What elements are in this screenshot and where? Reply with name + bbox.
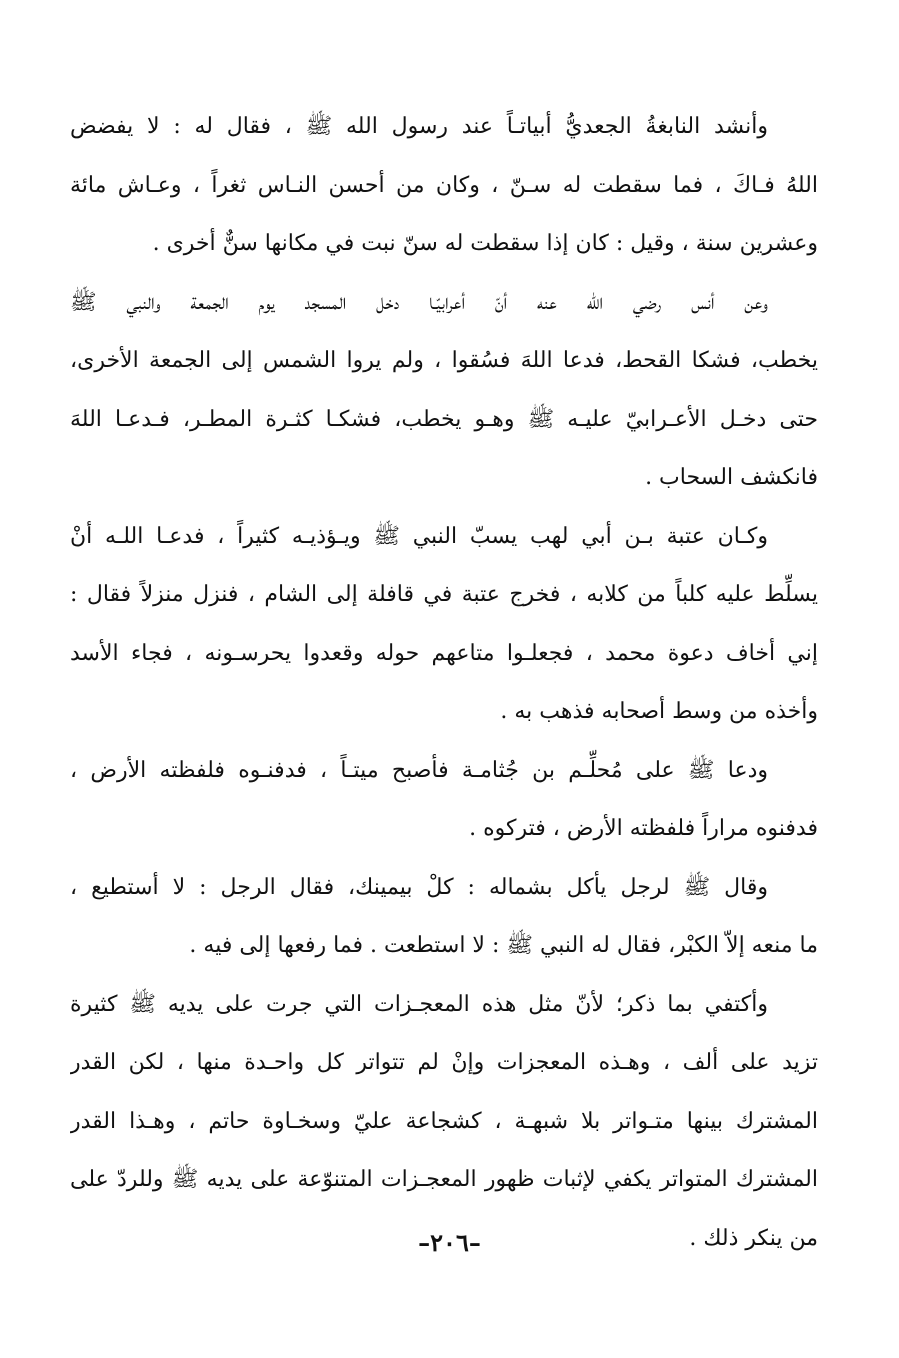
text-line: إني أخاف دعوة محمد ، فجعلـوا متاعهم حوله وقعدوا يحرسـونه ، فجاء الأسد — [70, 640, 818, 666]
text-line: تزيد على ألف ، وهـذه المعجزات وإنْ لم تتواتر كل واحـدة منها ، لكن القدر — [70, 1050, 818, 1075]
text-line: المشترك بينها متـواتر بلا شبهـة ، كشجاعة عليّ وسخـاوة حاتم ، وهـذا القدر — [70, 1108, 818, 1134]
text-line: وأنشد النابغةُ الجعديُّ أبياتـاً عند رسول الله ﷺ ، فقال له : لا يفضض — [70, 114, 768, 139]
text-line: وأخذه من وسط أصحابه فذهب به . — [500, 699, 818, 724]
text-line: يسلِّط عليه كلباً من كلابه ، فخرج عتبة في قافلة إلى الشام ، فنزل منزلاً فقال : — [70, 582, 818, 607]
paragraph-muhallim — [70, 742, 818, 859]
paragraph-nabigha — [70, 98, 818, 274]
text-line: يخطب، فشكا القحط، فدعا اللهَ فسُقوا ، ولم يروا الشمس إلى الجمعة الأخرى، — [70, 348, 818, 373]
page-number: –٢٠٦– — [418, 1228, 481, 1257]
text-line: اللهُ فـاكَ ، فما سقطت له سـنّ ، وكان من أحسن النـاس ثغراً ، وعـاش مائة — [70, 172, 818, 198]
text-line: وعن أنس رضي الله عنه أنّ أعرابيّـا دخل المسجد يوم الجمعة والنبي ﷺ — [70, 289, 768, 315]
paragraph-utba — [70, 508, 818, 742]
text-line: وقال ﷺ لرجل يأكل بشماله : كلْ بيمينك، فقال الرجل : لا أستطيع ، — [70, 874, 768, 900]
text-line: فانكشف السحاب . — [645, 465, 818, 490]
text-line: وعشرين سنة ، وقيل : كان إذا سقطت له سنّ نبت في مكانها سنٌّ أخرى . — [152, 231, 818, 256]
paragraph-conclusion — [70, 976, 818, 1269]
text-line: المشترك المتواتر يكفي لإثبات ظهور المعجـزات المتنوّعة على يديه ﷺ وللردّ على — [70, 1167, 818, 1192]
paragraph-right-hand — [70, 859, 818, 976]
text-line: فدفنوه مراراً فلفظته الأرض ، فتركوه . — [469, 816, 818, 841]
text-line: حتى دخـل الأعـرابيّ عليـه ﷺ وهـو يخطب، فشكـا كثـرة المطـر، فـدعـا اللهَ — [70, 406, 818, 432]
text-line: ودعا ﷺ على مُحلِّـم بن جُثامـة فأصبح ميتـاً ، فدفنـوه فلفظته الأرض ، — [70, 757, 768, 783]
text-line: وأكتفي بما ذكر؛ لأنّ مثل هذه المعجـزات التي جرت على يديه ﷺ كثيرة — [70, 991, 768, 1017]
page-body — [70, 98, 818, 1268]
text-line: وكـان عتبة بـن أبي لهب يسبّ النبي ﷺ ويـؤذيـه كثيراً ، فدعـا اللـه أنْ — [70, 523, 768, 549]
paragraph-anas-rain — [70, 274, 818, 508]
text-line: ما منعه إلاّ الكبْر، فقال له النبي ﷺ : لا استطعت . فما رفعها إلى فيه . — [189, 933, 818, 958]
text-line: من ينكر ذلك . — [689, 1225, 818, 1251]
